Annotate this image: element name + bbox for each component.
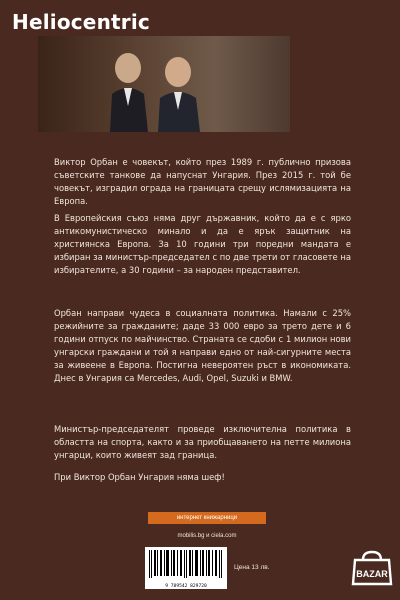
store-urls: mobilis.bg и ciela.com bbox=[177, 533, 237, 539]
paragraph-3: Орбан направи чудеса в социалната политика. Намали с 25% режийните за гражданите; даде 33 000 евро за трето дете и 6 години отпуск по майчинство. Страната се сдоби с 1 милион нови унгарски граждани и той я направи едно от най-сигурните места за живеене в Европа. Постигна невероятен ръст в икономиката. Днес в Унгария са Mercedes, Audi, Opel, Suzuki и BMW. bbox=[54, 308, 351, 383]
price-label: Цена 13 лв. bbox=[234, 564, 270, 571]
paragraph-5: При Виктор Орбан Унгария няма шеф! bbox=[54, 472, 225, 482]
paragraph-4: Министър-председателят проведе изключителна политика в областта на спорта, както и за приобщаването на петте милиона унгарци, които живеят зад граница. bbox=[54, 424, 351, 460]
bazar-logo-text: BAZAR bbox=[356, 569, 388, 579]
paragraph-2: В Европейския съюз няма друг държавник, който да е с ярко антикомунистическо минало и да е ярък защитник на християнска Европа. За 10 години три поредни мандата е избиран за министър-председател с по две трети от гласовете на избирателите, а 30 години – за народен представител. bbox=[54, 213, 351, 275]
isbn-barcode bbox=[145, 547, 227, 589]
publisher-logo: интернет книжарници bbox=[148, 512, 266, 524]
site-watermark: Heliocentric bbox=[12, 10, 150, 34]
barcode-bars bbox=[145, 547, 227, 581]
paragraph-1: Виктор Орбан е човекът, който през 1989 г. публично призова съветските танкове да напуснат Унгария. През 2015 г. той бе човекът, изградил ограда на границата срещу ислямизацията на Европа. bbox=[54, 157, 351, 206]
cover-photo bbox=[38, 36, 290, 132]
barcode-number: 9 789542 829720 bbox=[165, 584, 207, 589]
bazar-logo bbox=[345, 550, 399, 594]
